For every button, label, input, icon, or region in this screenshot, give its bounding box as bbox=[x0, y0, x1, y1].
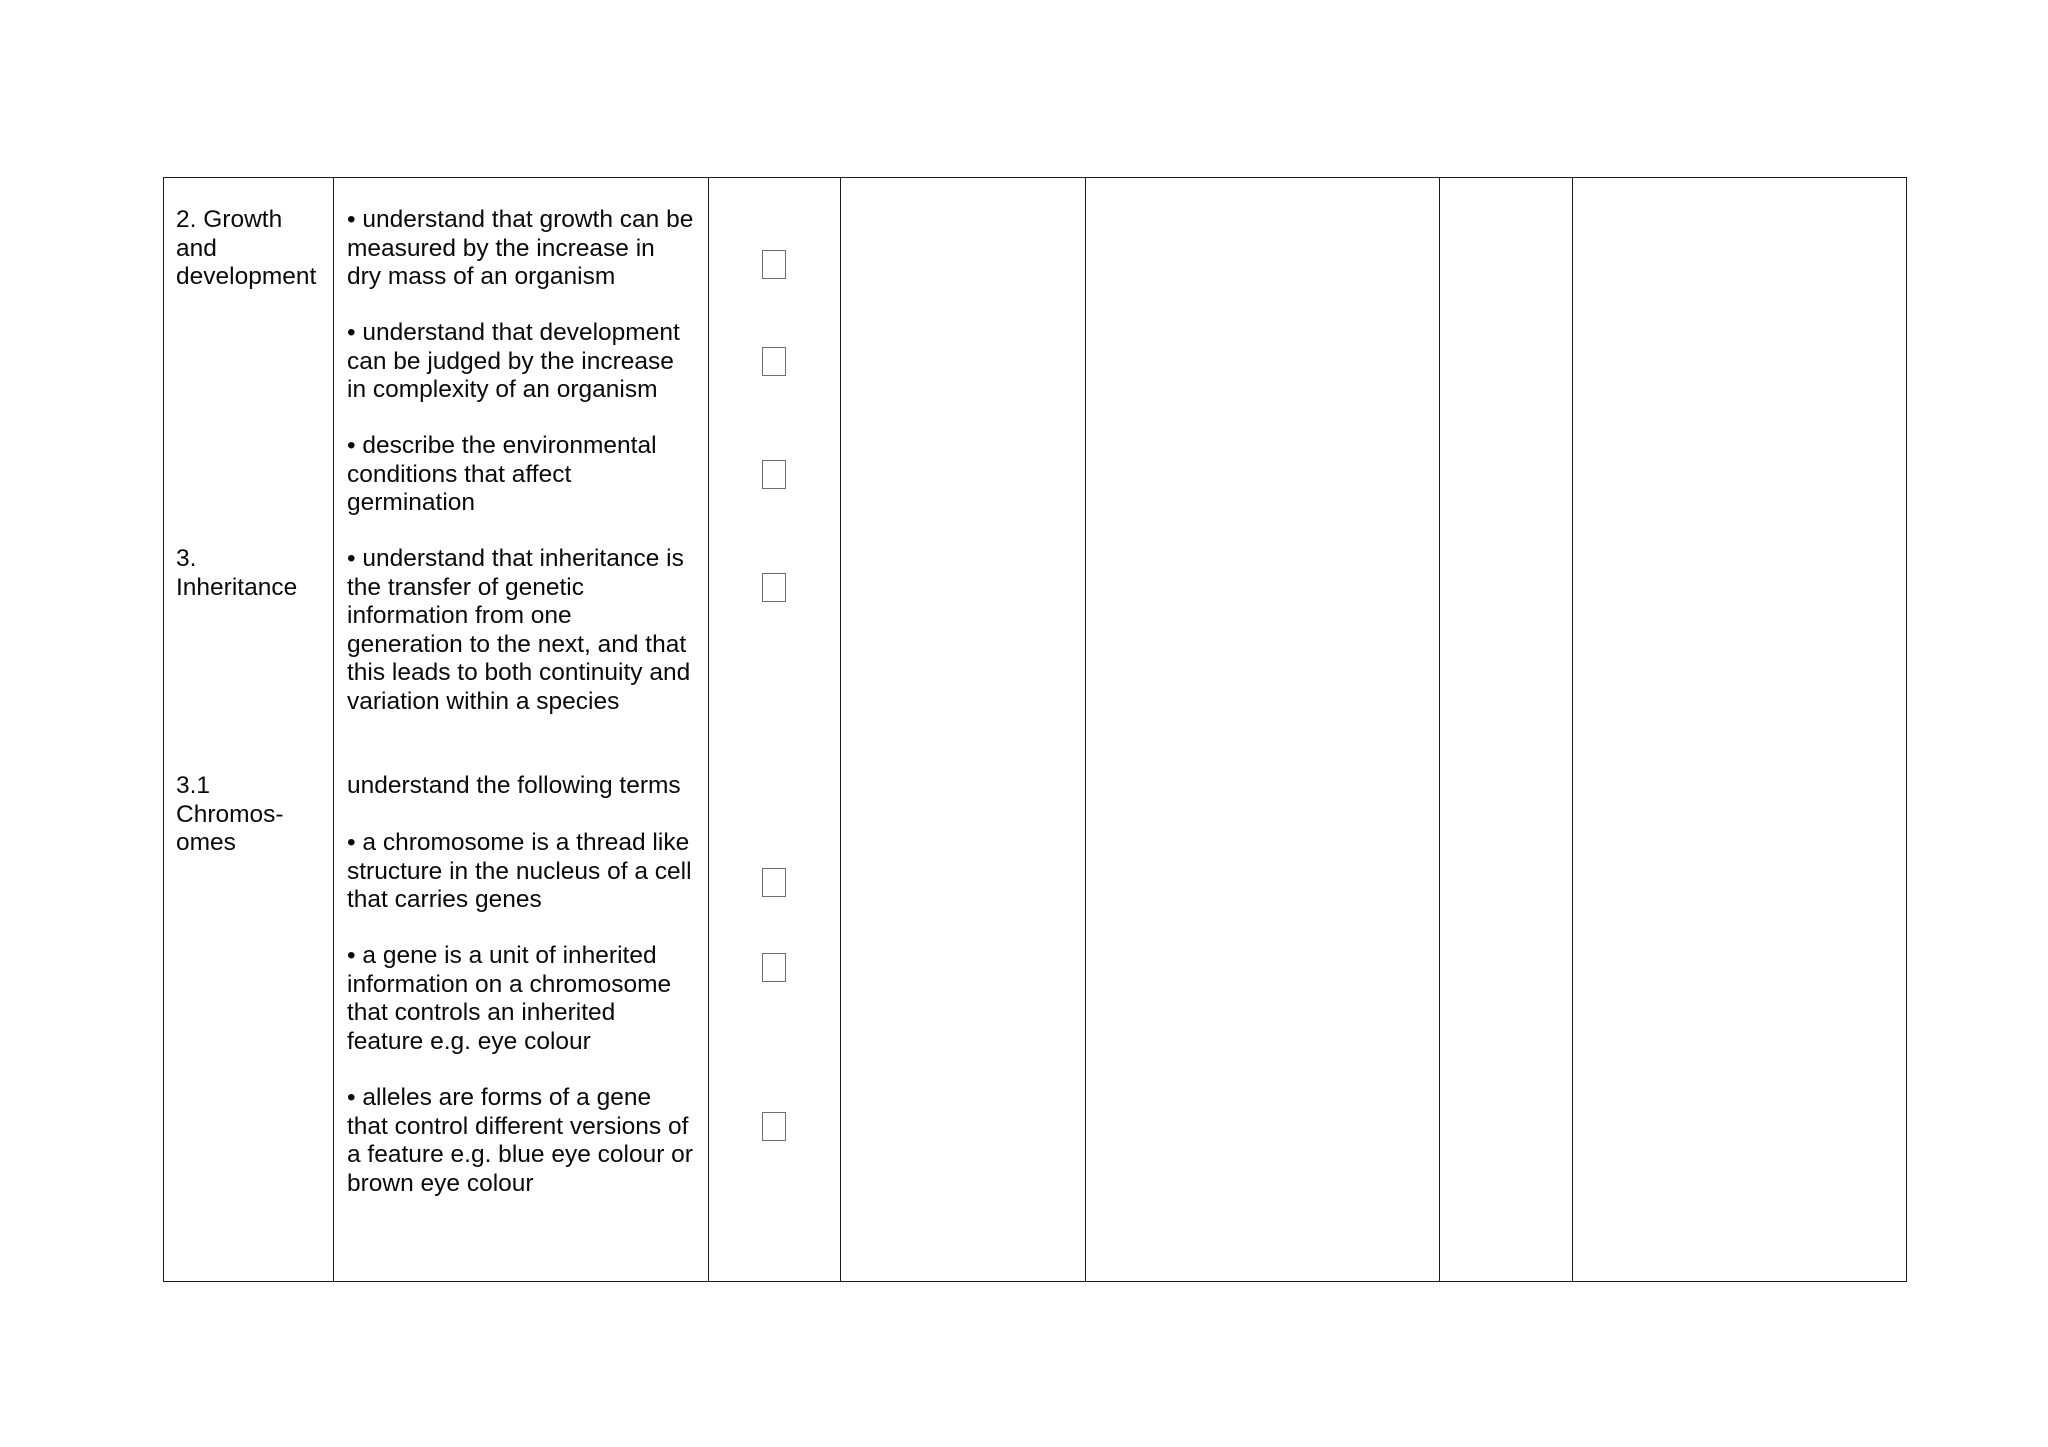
column-divider bbox=[840, 177, 841, 1282]
column-divider bbox=[1572, 177, 1573, 1282]
topic-inheritance: 3. Inheritance bbox=[176, 545, 298, 601]
column-divider bbox=[1439, 177, 1440, 1282]
topic-growth-and-development: 2. Growth and development bbox=[176, 206, 317, 290]
column-divider bbox=[708, 177, 709, 1282]
objective-chromosome-term: • a chromosome is a thread like structure in the nucleus of a cell that carries genes bbox=[347, 829, 692, 913]
objective-alleles-term: • alleles are forms of a gene that control different versions of a feature e.g. blue eye colour or brown eye colour bbox=[347, 1084, 693, 1197]
checkbox-germination[interactable] bbox=[762, 460, 786, 489]
objective-terms-intro: understand the following terms bbox=[347, 772, 681, 799]
column-divider bbox=[333, 177, 334, 1282]
checkbox-growth[interactable] bbox=[762, 250, 786, 279]
checkbox-chromosome[interactable] bbox=[762, 868, 786, 897]
objective-inheritance-definition: • understand that inheritance is the transfer of genetic information from one generation to the next, and that this leads to both continuity and variation within a species bbox=[347, 545, 691, 715]
topic-chromosomes: 3.1 Chromos- omes bbox=[176, 772, 284, 856]
objective-development-judged: • understand that development can be judged by the increase in complexity of an organism bbox=[347, 319, 680, 403]
column-divider bbox=[1085, 177, 1086, 1282]
objective-growth-measured: • understand that growth can be measured by the increase in dry mass of an organism bbox=[347, 206, 694, 290]
objective-gene-term: • a gene is a unit of inherited information on a chromosome that controls an inherited feature e.g. eye colour bbox=[347, 942, 672, 1055]
objective-germination-conditions: • describe the environmental conditions that affect germination bbox=[347, 432, 657, 516]
checkbox-development[interactable] bbox=[762, 347, 786, 376]
checkbox-gene[interactable] bbox=[762, 953, 786, 982]
checkbox-inheritance[interactable] bbox=[762, 573, 786, 602]
checkbox-alleles[interactable] bbox=[762, 1112, 786, 1141]
